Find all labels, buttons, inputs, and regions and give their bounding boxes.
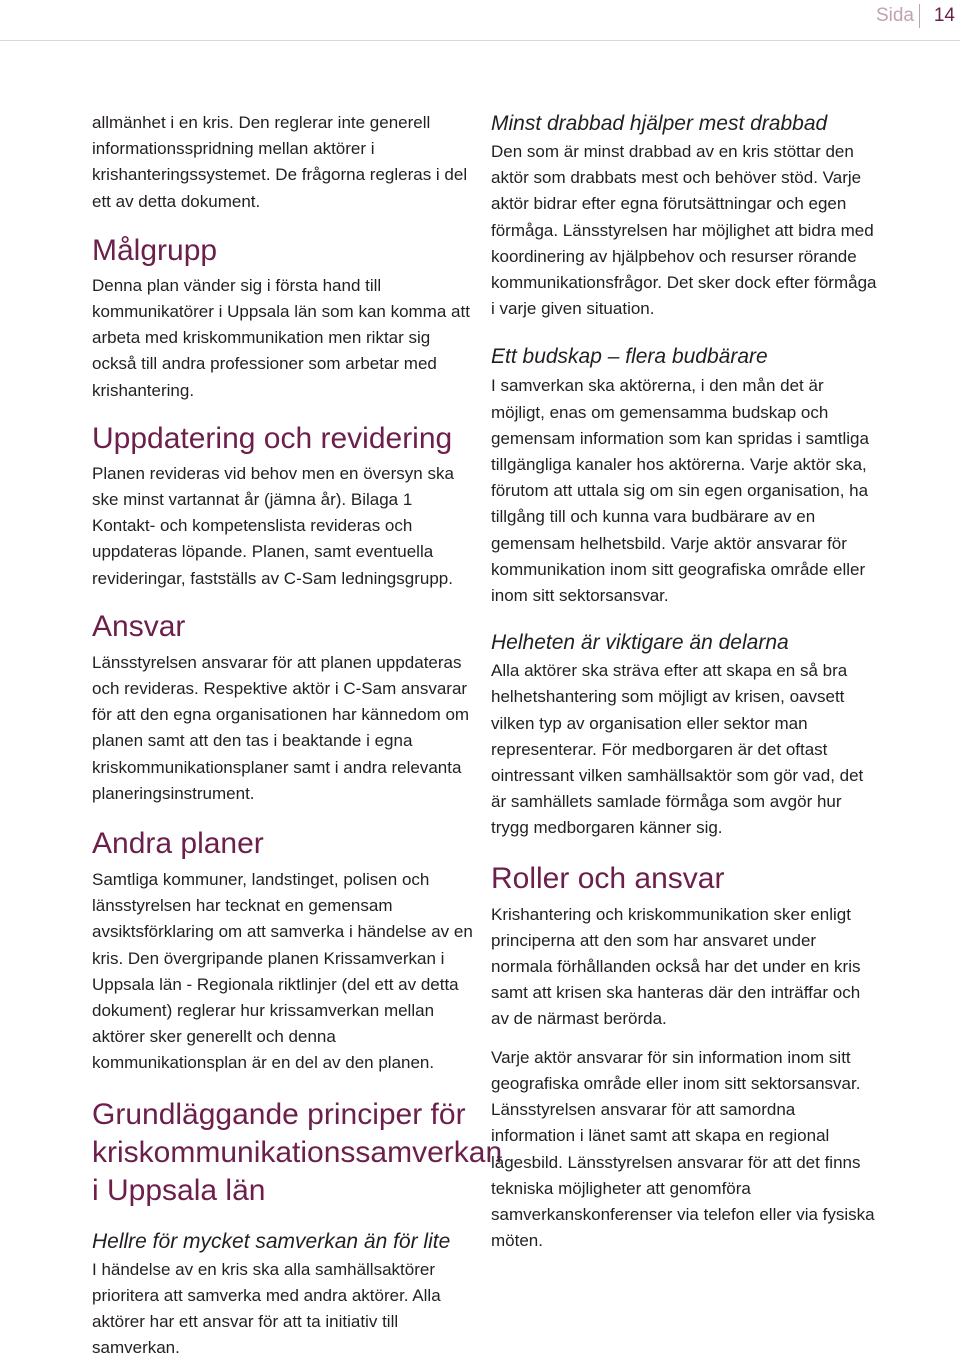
budskap-paragraph: I samverkan ska aktörerna, i den mån det är möjligt, enas om gemensamma budskap och gemensam information som kan spridas i samtliga tillgängliga kanaler hos aktörerna. Varje aktör ska, förutom att uttala sig om sin egen organisation, ha tillgång till och kunna vara budbärare av en gemensam helhetsbild. Varje aktör ansvarar för kommunikation inom sitt geografiska område eller inom sitt sektorsansvar.: [491, 376, 869, 606]
helheten-heading: Helheten är viktigare än delarna: [491, 631, 789, 655]
budskap-heading: Ett budskap – flera budbärare: [491, 345, 768, 369]
page-header: [0, 0, 960, 41]
roller-paragraph-1: Krishantering och kriskommunikation sker enligt principerna att den som har ansvaret under normala förhållanden också har det under en kris samt att krisen ska hanteras där den inträffar och av de närmast berörda.: [491, 904, 861, 1029]
left-column: [92, 110, 503, 1362]
right-column: [491, 110, 881, 1254]
ansvar-heading: Ansvar: [92, 609, 186, 643]
minst-drabbad-heading: Minst drabbad hjälper mest drabbad: [491, 112, 828, 135]
ansvar-paragraph: Länsstyrelsen ansvarar för att planen uppdateras och revideras. Respektive aktör i C-Sam ansvarar för att den egna organisationen har kännedom om planen samt att den tas i beaktande i egna kriskommunikationsplaner samt i andra relevanta planeringsinstrument.: [92, 652, 470, 803]
minst-drabbad-paragraph: Den som är minst drabbad av en kris stöttar den aktör som drabbats mest och behöver stöd. Varje aktör bidrar efter egna förutsättningar och egen förmåga. Länsstyrelsen har möjlighet att bidra med koordinering av hjälpbehov och resurser rörande kommunikationsfrågor. Det sker dock efter förmåga i varje given situation.: [491, 142, 877, 319]
andra-planer-heading: Andra planer: [92, 827, 264, 861]
roller-paragraph-2: Varje aktör ansvarar för sin information inom sitt geografiska område eller inom sitt sektorsansvar. Länsstyrelsen ansvarar för att samordna information i länet samt att skapa en regional lägesbild. Länsstyrelsen ansvarar för att det finns tekniska möjligheter att genomföra samverkanskonferenser via telefon eller via fysiska möten.: [491, 1047, 875, 1251]
hellre-heading: Hellre för mycket samverkan än för lite: [92, 1229, 451, 1253]
page-label: Sida: [875, 5, 914, 26]
principer-heading: Grundläggande principer för kriskommunikationssamverkan i Uppsala län: [92, 1097, 503, 1207]
uppdatering-paragraph: Planen revideras vid behov men en översyn ska ske minst vartannat år (jämna år). Bilaga 1 Kontakt- och kompetenslista revideras och uppdateras löpande. Planen, samt eventuella revideringar, fastställs av C-Sam ledningsgrupp.: [92, 463, 454, 588]
roller-heading: Roller och ansvar: [491, 861, 725, 895]
malgrupp-paragraph: Denna plan vänder sig i första hand till kommunikatörer i Uppsala län som kan komma att arbeta med kriskommunikation men riktar sig också till andra professioner som arbetar med krishantering.: [92, 275, 470, 400]
uppdatering-heading: Uppdatering och revidering: [92, 421, 453, 455]
intro-paragraph: allmänhet i en kris. Den reglerar inte generell informationsspridning mellan aktörer i krishanteringssystemet. De frågorna regleras i del ett av detta dokument.: [92, 113, 468, 211]
helheten-paragraph: Alla aktörer ska sträva efter att skapa en så bra helhetshantering som möjligt av krisen, oavsett vilken typ av organisation eller sektor man representerar. För medborgaren är det oftast ointressant vilken samhällsaktör som gör vad, det är samhällets samlade förmåga som avgör hur trygg medborgaren känner sig.: [491, 661, 864, 838]
andra-planer-paragraph: Samtliga kommuner, landstinget, polisen och länsstyrelsen har tecknat en gemensam avsiktsförklaring om att samverka i händelse av en kris. Den övergripande planen Krissamverkan i Uppsala län - Regionala riktlinjer (del ett av detta dokument) reglerar hur krissamverkan mellan aktörer sker generellt och denna kommunikationsplan är en del av den planen.: [92, 870, 473, 1073]
page-number: 14: [933, 5, 955, 26]
malgrupp-heading: Målgrupp: [92, 233, 218, 267]
hellre-paragraph: I händelse av en kris ska alla samhällsaktörer prioritera att samverka med andra aktörer. Alla aktörer har ett ansvar för att ta initiativ till samverkan.: [92, 1259, 441, 1358]
page-number-divider: [919, 4, 920, 28]
